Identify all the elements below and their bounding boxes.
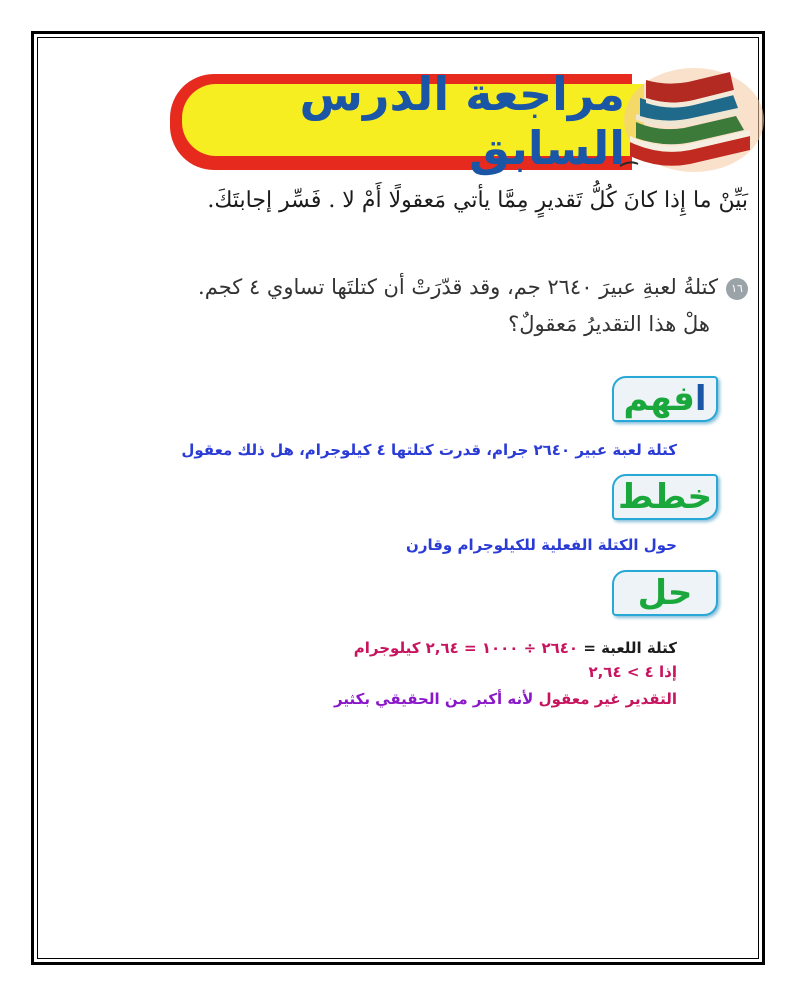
solve-line-3-verdict: التقدير غير معقول [538,690,677,708]
plan-text: حول الكتلة الفعلية للكيلوجرام وقارن [406,536,677,554]
problem-line-1 [48,275,748,300]
understand-text: كتلة لعبة عبير ٢٦٤٠ جرام، قدرت كتلتها ٤ كيلوجرام، هل ذلك معقول [181,441,677,459]
understand-label-part2: فهم [623,379,695,419]
solve-label: حل [637,573,693,613]
plan-step-box [612,474,718,520]
solve-line-3-reason: لأنه أكبر من الحقيقي بكثير [334,690,534,708]
solve-line-3 [57,690,677,708]
understand-label-part1: ا [694,379,707,419]
solve-line-2: إذا ٤ > ٢,٦٤ [588,663,677,681]
plan-label: خطط [617,477,713,517]
problem-text-1: كتلةُ لعبةِ عبيرَ ٢٦٤٠ جم، وقد قدّرَتْ أن كتلتَها تساوي ٤ كجم. [198,275,718,299]
solve-step-box [612,570,718,616]
page-title: مراجعة الدرس السابق [299,67,625,175]
solve-line-1 [57,639,677,657]
problem-line-2: هلْ هذا التقديرُ مَعقولٌ؟ [508,312,710,336]
question-number-badge: ١٦ [726,278,748,300]
understand-step-box [612,376,718,422]
instruction-text: بَيِّنْ ما إِذا كانَ كُلُّ تَقديرٍ مِمَّا يأتي مَعقولًا أَمْ لا . فَسِّر إجابتَكَ. [207,188,748,213]
books-icon [616,58,766,176]
solve-line-1-equation: ٢٦٤٠ ÷ ١٠٠٠ = ٢,٦٤ كيلوجرام [353,639,579,657]
solve-line-1-label: كتلة اللعبة = [583,639,677,657]
